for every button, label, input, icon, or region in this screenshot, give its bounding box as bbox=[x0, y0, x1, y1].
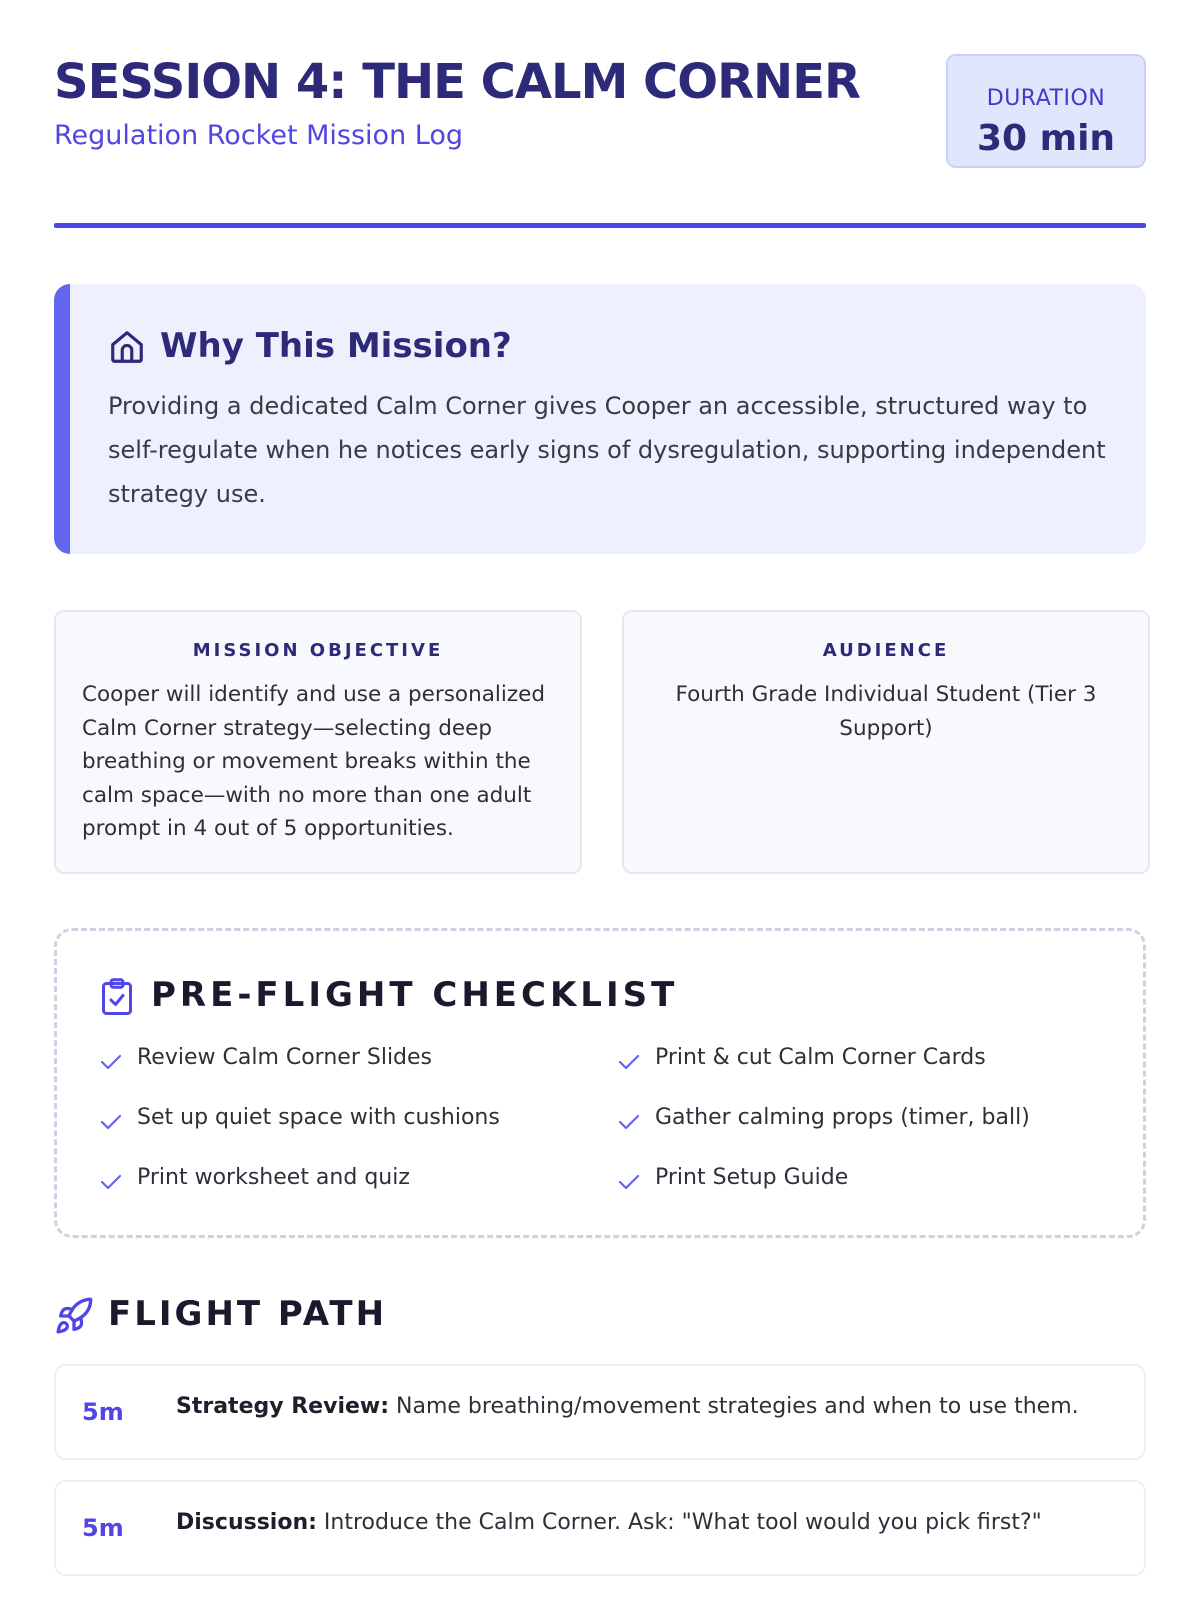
check-icon bbox=[617, 1169, 641, 1193]
step-time: 5m bbox=[82, 1398, 124, 1426]
flight-path-title: FLIGHT PATH bbox=[108, 1294, 388, 1334]
step-text: Introduce the Calm Corner. Ask: "What tool would you pick first?" bbox=[316, 1510, 1042, 1535]
step-description bbox=[176, 1510, 1126, 1535]
page-title: SESSION 4: THE CALM CORNER bbox=[54, 54, 860, 110]
page-subtitle: Regulation Rocket Mission Log bbox=[54, 120, 463, 151]
step-time: 5m bbox=[82, 1514, 124, 1542]
rocket-icon bbox=[54, 1296, 94, 1336]
mission-objective-text: Cooper will identify and use a personalized Calm Corner strategy—selecting deep breathing or movement breaks within the calm space—with no more than one adult prompt in 4 out of 5 opportunities. bbox=[82, 682, 545, 841]
checklist-title: PRE-FLIGHT CHECKLIST bbox=[151, 975, 679, 1015]
why-mission-body: Providing a dedicated Calm Corner gives Cooper an accessible, structured way to self-regulate when he notices early signs of dysregulation, supporting independent strategy use. bbox=[108, 392, 1106, 508]
duration-value: 30 min bbox=[976, 118, 1116, 159]
step-label: Discussion: bbox=[176, 1510, 317, 1535]
flight-path-heading bbox=[54, 1294, 654, 1338]
audience-label: AUDIENCE bbox=[822, 640, 950, 661]
flight-path-step bbox=[54, 1480, 1146, 1576]
step-label: Strategy Review: bbox=[176, 1394, 390, 1419]
checklist-item-label: Print Setup Guide bbox=[655, 1165, 849, 1190]
header bbox=[54, 50, 1146, 200]
pre-flight-checklist bbox=[54, 928, 1146, 1238]
header-divider bbox=[54, 223, 1146, 228]
mission-objective-label: MISSION OBJECTIVE bbox=[192, 640, 444, 661]
checklist-item-label: Set up quiet space with cushions bbox=[137, 1105, 500, 1130]
home-icon bbox=[108, 328, 146, 366]
mission-objective-card bbox=[54, 610, 582, 874]
step-description bbox=[176, 1394, 1126, 1419]
check-icon bbox=[617, 1109, 641, 1133]
checklist-item-label: Gather calming props (timer, ball) bbox=[655, 1105, 1030, 1130]
checklist-item-label: Review Calm Corner Slides bbox=[137, 1045, 433, 1070]
duration-badge bbox=[946, 54, 1146, 168]
why-mission-title: Why This Mission? bbox=[160, 326, 512, 366]
why-mission-card bbox=[54, 284, 1146, 554]
checklist-item-label: Print worksheet and quiz bbox=[137, 1165, 410, 1190]
audience-text: Fourth Grade Individual Student (Tier 3 Support) bbox=[675, 682, 1097, 741]
checklist-item-label: Print & cut Calm Corner Cards bbox=[655, 1045, 986, 1070]
check-icon bbox=[617, 1049, 641, 1073]
duration-label: DURATION bbox=[986, 86, 1106, 111]
clipboard-check-icon bbox=[99, 977, 135, 1017]
check-icon bbox=[99, 1169, 123, 1193]
check-icon bbox=[99, 1049, 123, 1073]
flight-path-step bbox=[54, 1364, 1146, 1460]
step-text: Name breathing/movement strategies and when to use them. bbox=[389, 1394, 1079, 1419]
audience-card bbox=[622, 610, 1150, 874]
check-icon bbox=[99, 1109, 123, 1133]
